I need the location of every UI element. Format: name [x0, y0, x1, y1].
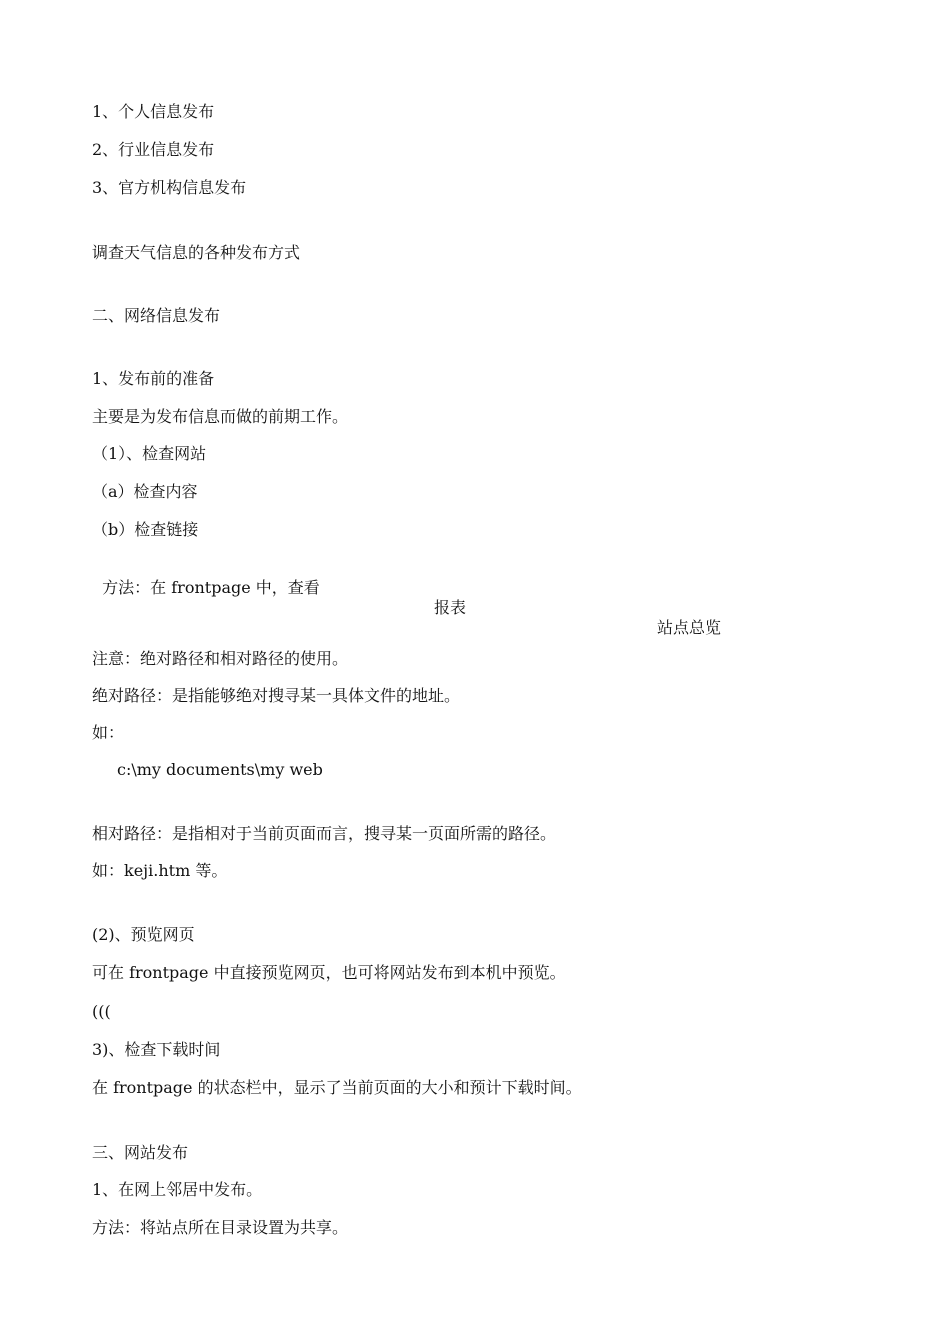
list-item: （b）检查链接 — [92, 520, 199, 539]
list-item: （a）检查内容 — [92, 482, 198, 501]
site-overview-text: 站点总览 — [657, 618, 722, 637]
path-example: c:\my documents\my web — [117, 760, 323, 779]
subsection-heading: (2)、预览网页 — [92, 925, 195, 944]
paragraph: 如：keji.htm 等。 — [92, 861, 228, 880]
paragraph: 可在 frontpage 中直接预览网页，也可将网站发布到本机中预览。 — [92, 963, 566, 982]
list-item: 2、行业信息发布 — [92, 140, 215, 159]
list-item: （1）、检查网站 — [92, 444, 207, 463]
paragraph: 主要是为发布信息而做的前期工作。 — [92, 407, 349, 426]
section-heading: 二、网络信息发布 — [92, 306, 221, 325]
paragraph: 如： — [92, 723, 125, 742]
paragraph: 绝对路径：是指能够绝对搜寻某一具体文件的地址。 — [92, 686, 461, 705]
paragraph: 相对路径：是指相对于当前页面而言，搜寻某一页面所需的路径。 — [92, 824, 557, 843]
subsection-heading: 1、发布前的准备 — [92, 369, 215, 388]
section-heading: 三、网站发布 — [92, 1143, 189, 1162]
paragraph: 调查天气信息的各种发布方式 — [92, 243, 301, 262]
list-item: 1、在网上邻居中发布。 — [92, 1180, 263, 1199]
method-text: 方法：在 frontpage 中，查看 — [102, 578, 320, 597]
method-line — [92, 558, 852, 638]
paragraph: 在 frontpage 的状态栏中，显示了当前页面的大小和预计下载时间。 — [92, 1078, 582, 1097]
list-item: 3、官方机构信息发布 — [92, 178, 247, 197]
subsection-heading: 3)、检查下载时间 — [92, 1040, 221, 1059]
paragraph: ((( — [92, 1002, 111, 1021]
paragraph: 方法：将站点所在目录设置为共享。 — [92, 1218, 349, 1237]
list-item: 1、个人信息发布 — [92, 102, 215, 121]
report-text: 报表 — [434, 598, 467, 617]
paragraph: 注意：绝对路径和相对路径的使用。 — [92, 649, 349, 668]
